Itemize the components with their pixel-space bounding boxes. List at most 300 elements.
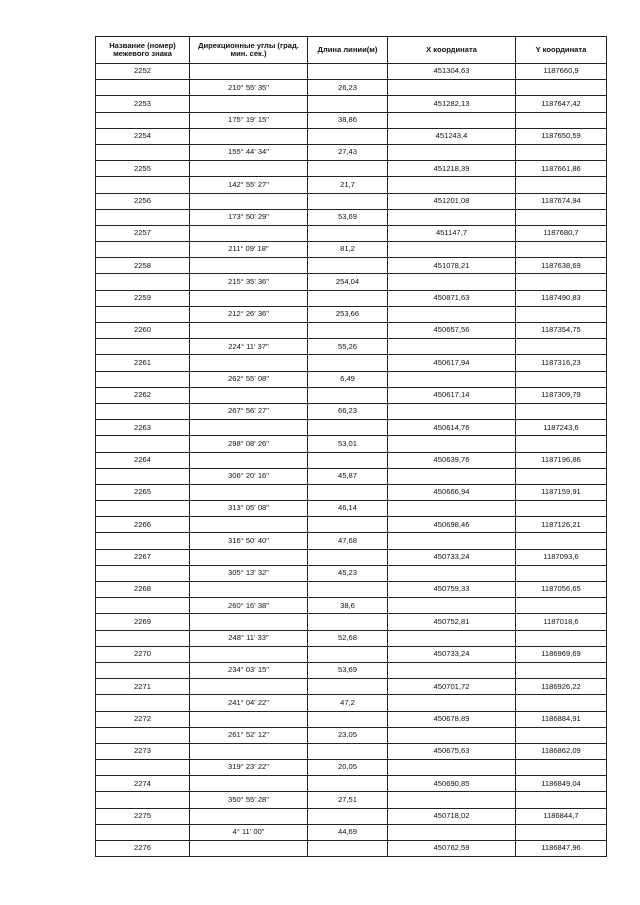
point-name-cell: 2275 [96,808,190,824]
point-name-cell: 2272 [96,711,190,727]
point-name-cell: 2252 [96,64,190,80]
line-length-cell: 53,01 [308,436,388,452]
x-coordinate-cell: 450614,76 [388,420,516,436]
direction-angle-cell [190,420,308,436]
point-name-cell [96,144,190,160]
point-name-cell [96,695,190,711]
table-row [96,306,607,322]
y-coordinate-cell [516,630,607,646]
y-coordinate-cell: 1187243,6 [516,420,607,436]
point-name-cell [96,112,190,128]
y-coordinate-cell: 1186926,22 [516,679,607,695]
direction-angle-cell: 4° 11' 00" [190,824,308,840]
y-coordinate-cell [516,209,607,225]
line-length-cell: 55,26 [308,339,388,355]
x-coordinate-cell: 450718,02 [388,808,516,824]
x-coordinate-cell [388,80,516,96]
line-length-cell: 26,23 [308,80,388,96]
line-length-cell [308,258,388,274]
table-row [96,112,607,128]
table-row [96,743,607,759]
direction-angle-cell: 306° 20' 16" [190,468,308,484]
point-name-cell: 2273 [96,743,190,759]
y-coordinate-cell [516,144,607,160]
line-length-cell [308,484,388,500]
table-row [96,727,607,743]
direction-angle-cell: 234° 03' 15" [190,662,308,678]
direction-angle-cell [190,96,308,112]
line-length-cell: 27,43 [308,144,388,160]
coordinates-sheet [95,36,606,857]
point-name-cell: 2260 [96,323,190,339]
direction-angle-cell [190,64,308,80]
y-coordinate-cell: 1187309,79 [516,387,607,403]
line-length-cell [308,776,388,792]
x-coordinate-cell: 450759,33 [388,582,516,598]
y-coordinate-cell: 1187680,7 [516,225,607,241]
direction-angle-cell: 211° 09' 18" [190,242,308,258]
line-length-cell [308,646,388,662]
x-coordinate-cell [388,630,516,646]
table-body [96,64,607,857]
x-coordinate-cell [388,824,516,840]
x-coordinate-cell [388,339,516,355]
y-coordinate-cell [516,598,607,614]
y-coordinate-cell: 1186847,96 [516,841,607,857]
y-coordinate-cell [516,533,607,549]
point-name-cell: 2266 [96,517,190,533]
table-row [96,290,607,306]
direction-angle-cell: 210° 55' 35" [190,80,308,96]
table-row [96,808,607,824]
x-coordinate-cell: 451304,63 [388,64,516,80]
y-coordinate-cell: 1187660,9 [516,64,607,80]
y-coordinate-cell: 1186862,09 [516,743,607,759]
point-name-cell: 2271 [96,679,190,695]
line-length-cell [308,614,388,630]
table-row [96,403,607,419]
line-length-cell [308,64,388,80]
line-length-cell [308,387,388,403]
x-coordinate-cell [388,274,516,290]
y-coordinate-cell [516,468,607,484]
y-coordinate-cell: 1187490,83 [516,290,607,306]
header-line-length: Длина линии(м) [308,37,388,64]
x-coordinate-cell: 450617,14 [388,387,516,403]
y-coordinate-cell: 1187647,42 [516,96,607,112]
table-row [96,646,607,662]
point-name-cell [96,403,190,419]
y-coordinate-cell: 1187196,86 [516,452,607,468]
line-length-cell: 52,68 [308,630,388,646]
table-row [96,549,607,565]
direction-angle-cell [190,646,308,662]
x-coordinate-cell: 451282,13 [388,96,516,112]
line-length-cell [308,355,388,371]
x-coordinate-cell [388,144,516,160]
x-coordinate-cell [388,112,516,128]
direction-angle-cell [190,776,308,792]
direction-angle-cell: 260° 16' 38" [190,598,308,614]
line-length-cell: 44,69 [308,824,388,840]
y-coordinate-cell: 1187354,75 [516,323,607,339]
direction-angle-cell: 215° 35' 36" [190,274,308,290]
direction-angle-cell [190,711,308,727]
direction-angle-cell: 175° 19' 15" [190,112,308,128]
y-coordinate-cell [516,403,607,419]
line-length-cell [308,711,388,727]
y-coordinate-cell: 1187159,91 [516,484,607,500]
table-row [96,339,607,355]
direction-angle-cell [190,484,308,500]
point-name-cell [96,274,190,290]
y-coordinate-cell [516,662,607,678]
point-name-cell [96,177,190,193]
table-row [96,436,607,452]
direction-angle-cell [190,161,308,177]
y-coordinate-cell: 1187674,94 [516,193,607,209]
table-row [96,420,607,436]
table-row [96,225,607,241]
x-coordinate-cell: 450675,63 [388,743,516,759]
y-coordinate-cell [516,695,607,711]
direction-angle-cell: 248° 11' 33" [190,630,308,646]
line-length-cell: 53,69 [308,209,388,225]
x-coordinate-cell: 451147,7 [388,225,516,241]
line-length-cell [308,420,388,436]
point-name-cell [96,824,190,840]
point-name-cell [96,242,190,258]
point-name-cell [96,339,190,355]
line-length-cell: 38,86 [308,112,388,128]
x-coordinate-cell [388,727,516,743]
y-coordinate-cell [516,565,607,581]
y-coordinate-cell: 1187018,6 [516,614,607,630]
line-length-cell [308,679,388,695]
x-coordinate-cell: 451243,4 [388,128,516,144]
point-name-cell: 2267 [96,549,190,565]
table-row [96,128,607,144]
x-coordinate-cell [388,242,516,258]
direction-angle-cell: 212° 26' 36" [190,306,308,322]
line-length-cell [308,808,388,824]
x-coordinate-cell [388,468,516,484]
point-name-cell: 2255 [96,161,190,177]
direction-angle-cell: 142° 55' 27" [190,177,308,193]
point-name-cell [96,209,190,225]
point-name-cell: 2254 [96,128,190,144]
y-coordinate-cell [516,371,607,387]
y-coordinate-cell: 1186884,91 [516,711,607,727]
line-length-cell [308,96,388,112]
point-name-cell: 2265 [96,484,190,500]
line-length-cell [308,225,388,241]
x-coordinate-cell [388,177,516,193]
y-coordinate-cell [516,112,607,128]
table-row [96,695,607,711]
direction-angle-cell: 224° 11' 37" [190,339,308,355]
direction-angle-cell [190,387,308,403]
table-row [96,565,607,581]
line-length-cell: 253,66 [308,306,388,322]
direction-angle-cell [190,355,308,371]
table-row [96,452,607,468]
table-row [96,242,607,258]
x-coordinate-cell [388,598,516,614]
y-coordinate-cell: 1187638,69 [516,258,607,274]
line-length-cell: 81,2 [308,242,388,258]
line-length-cell: 47,68 [308,533,388,549]
direction-angle-cell [190,225,308,241]
line-length-cell [308,517,388,533]
point-name-cell [96,436,190,452]
direction-angle-cell: 155° 44' 34" [190,144,308,160]
line-length-cell [308,290,388,306]
line-length-cell: 45,23 [308,565,388,581]
point-name-cell: 2263 [96,420,190,436]
point-name-cell: 2253 [96,96,190,112]
direction-angle-cell [190,452,308,468]
y-coordinate-cell: 1186969,69 [516,646,607,662]
table-header-row [96,37,607,64]
table-row [96,501,607,517]
table-row [96,630,607,646]
line-length-cell [308,582,388,598]
y-coordinate-cell [516,727,607,743]
x-coordinate-cell [388,436,516,452]
direction-angle-cell [190,193,308,209]
table-row [96,776,607,792]
header-point-name: Название (номер) межевого знака [96,37,190,64]
table-row [96,662,607,678]
direction-angle-cell [190,582,308,598]
x-coordinate-cell [388,501,516,517]
line-length-cell [308,452,388,468]
y-coordinate-cell [516,177,607,193]
x-coordinate-cell [388,371,516,387]
point-name-cell: 2268 [96,582,190,598]
table-row [96,209,607,225]
point-name-cell [96,565,190,581]
table-row [96,387,607,403]
table-row [96,824,607,840]
header-direction-angles: Дирекционные углы (град. мин. сек.) [190,37,308,64]
x-coordinate-cell: 450666,94 [388,484,516,500]
point-name-cell: 2276 [96,841,190,857]
y-coordinate-cell [516,760,607,776]
point-name-cell: 2261 [96,355,190,371]
x-coordinate-cell: 450690,85 [388,776,516,792]
x-coordinate-cell: 450733,24 [388,549,516,565]
y-coordinate-cell: 1187650,59 [516,128,607,144]
table-row [96,323,607,339]
y-coordinate-cell [516,501,607,517]
point-name-cell: 2270 [96,646,190,662]
line-length-cell: 66,23 [308,403,388,419]
y-coordinate-cell [516,436,607,452]
direction-angle-cell [190,290,308,306]
direction-angle-cell: 261° 52' 12" [190,727,308,743]
table-row [96,598,607,614]
y-coordinate-cell: 1186844,7 [516,808,607,824]
point-name-cell [96,630,190,646]
line-length-cell: 254,04 [308,274,388,290]
table-row [96,614,607,630]
table-row [96,161,607,177]
y-coordinate-cell [516,274,607,290]
x-coordinate-cell: 451218,39 [388,161,516,177]
y-coordinate-cell: 1187126,21 [516,517,607,533]
line-length-cell [308,128,388,144]
direction-angle-cell [190,517,308,533]
table-row [96,841,607,857]
point-name-cell: 2274 [96,776,190,792]
point-name-cell: 2256 [96,193,190,209]
table-row [96,711,607,727]
point-name-cell: 2259 [96,290,190,306]
line-length-cell: 23,05 [308,727,388,743]
table-row [96,144,607,160]
point-name-cell [96,80,190,96]
table-row [96,274,607,290]
x-coordinate-cell: 450701,72 [388,679,516,695]
header-y-coordinate: Y координата [516,37,607,64]
direction-angle-cell [190,128,308,144]
x-coordinate-cell: 450698,46 [388,517,516,533]
line-length-cell: 21,7 [308,177,388,193]
line-length-cell [308,323,388,339]
direction-angle-cell: 267° 56' 27" [190,403,308,419]
x-coordinate-cell: 450639,76 [388,452,516,468]
x-coordinate-cell: 450733,24 [388,646,516,662]
point-name-cell [96,533,190,549]
line-length-cell [308,161,388,177]
point-name-cell [96,727,190,743]
table-row [96,193,607,209]
direction-angle-cell [190,841,308,857]
table-row [96,484,607,500]
y-coordinate-cell [516,80,607,96]
table-row [96,468,607,484]
y-coordinate-cell [516,242,607,258]
direction-angle-cell: 241° 04' 22" [190,695,308,711]
point-name-cell: 2257 [96,225,190,241]
point-name-cell: 2264 [96,452,190,468]
direction-angle-cell [190,808,308,824]
table-row [96,80,607,96]
y-coordinate-cell [516,306,607,322]
direction-angle-cell [190,549,308,565]
table-row [96,258,607,274]
line-length-cell: 6,49 [308,371,388,387]
y-coordinate-cell: 1187093,6 [516,549,607,565]
direction-angle-cell: 262° 55' 08" [190,371,308,387]
direction-angle-cell: 350° 55' 28" [190,792,308,808]
x-coordinate-cell [388,209,516,225]
direction-angle-cell: 319° 23' 22" [190,760,308,776]
x-coordinate-cell [388,533,516,549]
direction-angle-cell [190,743,308,759]
boundary-coordinates-table [95,36,607,857]
point-name-cell [96,662,190,678]
x-coordinate-cell: 450617,94 [388,355,516,371]
point-name-cell [96,371,190,387]
point-name-cell: 2258 [96,258,190,274]
x-coordinate-cell [388,306,516,322]
table-row [96,177,607,193]
line-length-cell: 46,14 [308,501,388,517]
x-coordinate-cell [388,695,516,711]
point-name-cell [96,501,190,517]
point-name-cell [96,468,190,484]
direction-angle-cell [190,614,308,630]
line-length-cell: 45,87 [308,468,388,484]
direction-angle-cell [190,679,308,695]
direction-angle-cell [190,258,308,274]
table-row [96,355,607,371]
line-length-cell: 20,05 [308,760,388,776]
line-length-cell: 47,2 [308,695,388,711]
y-coordinate-cell: 1187056,65 [516,582,607,598]
table-row [96,760,607,776]
x-coordinate-cell [388,760,516,776]
direction-angle-cell: 313° 05' 08" [190,501,308,517]
x-coordinate-cell [388,403,516,419]
x-coordinate-cell: 450657,56 [388,323,516,339]
table-row [96,64,607,80]
direction-angle-cell: 316° 50' 40" [190,533,308,549]
direction-angle-cell: 298° 08' 26" [190,436,308,452]
line-length-cell [308,549,388,565]
x-coordinate-cell [388,565,516,581]
line-length-cell: 27,51 [308,792,388,808]
line-length-cell [308,193,388,209]
x-coordinate-cell: 450762,59 [388,841,516,857]
line-length-cell [308,743,388,759]
point-name-cell: 2262 [96,387,190,403]
y-coordinate-cell [516,339,607,355]
y-coordinate-cell: 1187661,86 [516,161,607,177]
x-coordinate-cell: 450678,89 [388,711,516,727]
y-coordinate-cell [516,792,607,808]
table-row [96,792,607,808]
direction-angle-cell: 305° 13' 32" [190,565,308,581]
table-row [96,679,607,695]
y-coordinate-cell: 1187316,23 [516,355,607,371]
header-x-coordinate: X координата [388,37,516,64]
direction-angle-cell: 173° 50' 29" [190,209,308,225]
table-row [96,533,607,549]
point-name-cell [96,792,190,808]
point-name-cell [96,760,190,776]
y-coordinate-cell [516,824,607,840]
x-coordinate-cell: 450871,63 [388,290,516,306]
table-row [96,517,607,533]
x-coordinate-cell [388,662,516,678]
line-length-cell: 38,6 [308,598,388,614]
x-coordinate-cell: 451201,08 [388,193,516,209]
point-name-cell: 2269 [96,614,190,630]
line-length-cell [308,841,388,857]
x-coordinate-cell [388,792,516,808]
table-row [96,582,607,598]
x-coordinate-cell: 451078,21 [388,258,516,274]
direction-angle-cell [190,323,308,339]
point-name-cell [96,306,190,322]
y-coordinate-cell: 1186849,04 [516,776,607,792]
point-name-cell [96,598,190,614]
table-row [96,96,607,112]
